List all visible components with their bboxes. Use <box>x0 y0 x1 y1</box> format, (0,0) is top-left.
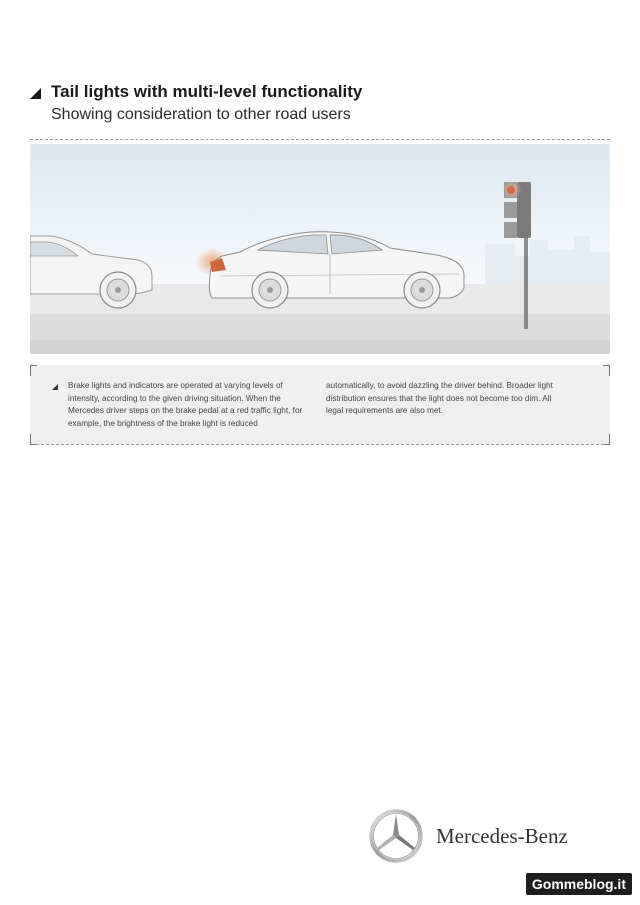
page-title: Tail lights with multi-level functionality <box>51 82 363 101</box>
illustration-scene <box>30 144 610 354</box>
info-text-column-2: automatically, to avoid dazzling the driver behind. Broader light distribution ensures that the light does not become too dim. All legal requirements are also met. <box>326 381 553 415</box>
title-row <box>30 82 362 102</box>
title-triangle-icon <box>30 88 41 99</box>
three-pointed-star-icon <box>368 808 424 864</box>
info-bottom-divider <box>36 444 604 445</box>
brand-block <box>368 808 568 864</box>
road-band <box>30 314 610 340</box>
info-text-column-1: Brake lights and indicators are operated at varying levels of intensity, according to the given driving situation. When the Mercedes driver steps on the brake pedal at a red traffic light, for example, the brightness of the brake light is reduced <box>68 381 303 428</box>
info-box <box>30 365 610 445</box>
brand-name: Mercedes-Benz <box>436 823 568 848</box>
watermark: Gommeblog.it <box>526 873 632 895</box>
info-bullet-icon <box>52 384 58 390</box>
page-subtitle: Showing consideration to other road users <box>51 106 351 123</box>
curb <box>30 340 610 354</box>
top-divider <box>30 139 610 140</box>
